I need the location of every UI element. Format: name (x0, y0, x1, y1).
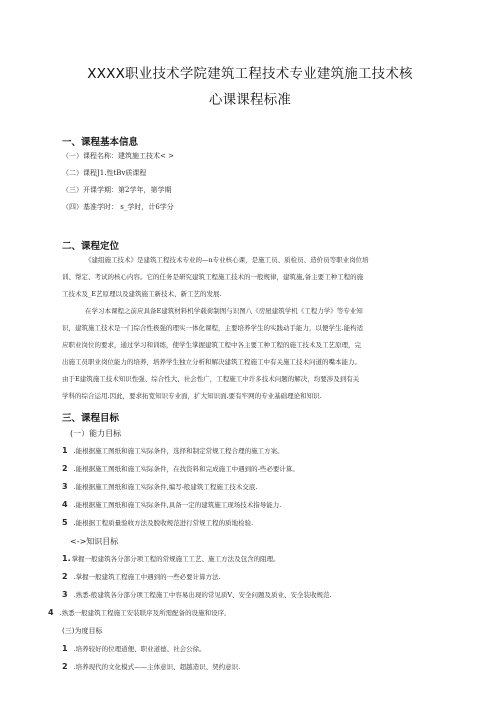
course-semester-line: （三）开课学期：第2学年，第学期 (62, 186, 172, 194)
paragraph-line: 识，建筑施工技术是一门综合性极强的理实一体化课程，主要培养学生的实践动手能力，以便学生.能构适 (62, 324, 364, 332)
subsection-heading-attitude: (三)为度目标 (62, 627, 103, 635)
list-item (62, 464, 299, 474)
paragraph-line: 学科的综合运用.因此，要求拓宽知识专业面，扩大知识面.要有牢网的专业基础理论和知识. (62, 392, 322, 400)
paragraph-line: 训、帮定、考试的核心内容。它的任务是研究建筑工程施工技术的一般规律，建筑施,备主要工种工程的施 (62, 273, 364, 281)
paragraph-line: 出施工员职业岗位能力的培养，培养学生独立分析和解决建筑工程施工中有关施工技术问道的嘴本能力。 (62, 358, 361, 366)
list-text: .能根据施工图纸和施工实际条件，选择和制定常规工程合理的施工方案。 (73, 447, 284, 455)
section-heading-positioning: 二、课程定位 (62, 241, 120, 252)
list-text: .掌握一般建筑工程施工中遇到的一些必要计算方法. (73, 573, 221, 581)
list-text: .培养较好的位理道便、职业道德、社会公徐。 (73, 645, 206, 653)
list-text: .能根据施工图纸和施工实际条件,编写-般建筑工程施工技术交底. (73, 483, 258, 491)
course-name-line: （一）课程名称：建筑施工技术< > (62, 152, 174, 160)
course-nature-line: （二）课程J1.性tBv质课程 (62, 169, 147, 177)
list-text: .熟悉一般建筑工程施工安装联序及所需配备的设施和设序, (59, 609, 227, 617)
list-number: 4 (48, 608, 54, 617)
list-item (62, 482, 257, 492)
list-item (62, 644, 206, 654)
course-hours-line: （四）基准学时： s_学时，计6学分 (62, 203, 174, 211)
list-text: 掌握一般建筑各分部分项工程的常规施工工艺、施工方法及包含的阻理。 (71, 555, 280, 563)
subsection-heading-knowledge: <->知识目标 (70, 537, 119, 546)
section-heading-basic-info: 一、课程基本信息 (62, 137, 139, 148)
list-number: 1. (62, 554, 71, 563)
paragraph-line: 在学习本课程之前应具备E建筑材料机学载荷制图与识图八《房屋建筑学机《工程力学》等专业知 (85, 307, 363, 315)
document-title-line-1: XXXX职业技术学院建筑工程技术专业建筑施工技术核 (87, 66, 413, 82)
list-item (62, 446, 284, 456)
list-number: 3 (62, 590, 68, 599)
document-title-line-2: 心课课程标准 (208, 92, 292, 108)
list-number: 1 (62, 446, 68, 455)
paragraph-line: 《建组施工技术》是建筑工程技术专业的—n专业核心课，是施工员、质检员、造价员等职业岗位培 (85, 256, 369, 264)
paragraph-line: 应职业岗位的要求，通过学习和训练，使学生掌握建筑工程中各主要工种工程的施工技术及工艺原理，完 (62, 341, 361, 349)
list-number: 3 (62, 482, 68, 491)
list-text: .能根据施工图纸和施工实际条件,具备一定的建筑施工现场技术指导能力. (73, 501, 282, 509)
list-text: .培养现代的文化模式——主体意识、超越造识、契约意识. (73, 663, 241, 671)
list-item (62, 500, 281, 510)
list-text: .能根据施工图纸和施工实际条件，在找资料和完成施工中遇到的-些必要计算。 (73, 465, 299, 473)
paragraph-line: 由于E建筑施工技术知识性强、综合性大、社会性广，工程施工中许多技术问题的解决，均要涉及到有关 (62, 375, 360, 383)
list-number: 5 (62, 518, 68, 527)
list-item (48, 608, 226, 618)
list-number: 2 (62, 572, 68, 581)
list-number: 2 (62, 464, 68, 473)
list-text: .熟悉-般建筑各分部分项工程施工中容易出现的常见质V、安全问题及质业、安全装收规范. (73, 591, 332, 599)
list-number: 4 (62, 500, 68, 509)
list-text: .能根据工程质量验收方法及脱收规范进行常规工程的质地检验. (73, 519, 254, 527)
list-item (62, 554, 280, 564)
list-item (62, 518, 253, 528)
list-item (62, 572, 221, 582)
paragraph-line: 工技术及_E艺原理以及建筑施工新技术、新工艺的发展. (62, 290, 222, 298)
list-number: 1 (62, 644, 68, 653)
section-heading-objectives: 三、课程目标 (62, 413, 120, 424)
list-number: 2 (62, 662, 68, 671)
list-item (62, 662, 240, 672)
subsection-heading-ability: (一）能力目标 (70, 429, 122, 438)
list-item (62, 590, 332, 600)
